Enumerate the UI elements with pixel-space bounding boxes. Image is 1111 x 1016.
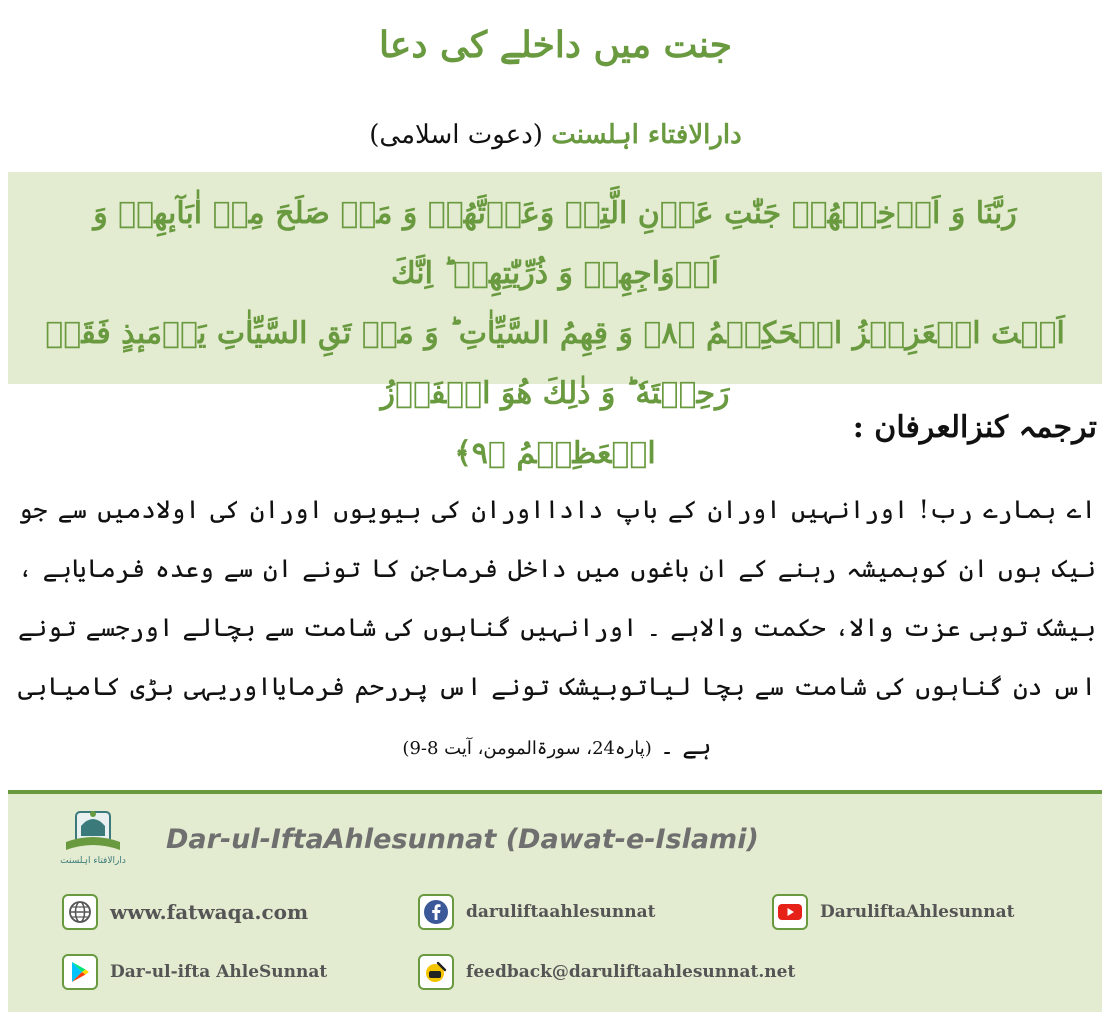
play-store-icon [62,954,98,990]
translation-reference: (پارہ24، سورۃالمومن، آیت 8-9) [402,738,652,759]
organization-name: Dar-ul-IftaAhlesunnat (Dawat-e-Islami) [166,824,759,855]
youtube-link[interactable] [772,894,1015,930]
feedback-text: feedback@daruliftaahlesunnat.net [466,962,796,982]
play-store-text: Dar-ul-ifta AhleSunnat [110,962,328,982]
play-store-link[interactable] [62,954,327,990]
translation-body: اے ہمارے رب! اورانہیں اوران کے باپ دادااوران کی بیویوں اوران کی اولادمیں سے جو نیک ہوں ان کوہمیشہ رہنے کے ان باغوں میں داخل فرماجن کا تونے ان سے وعدہ فرمایاہے ، بیشک توہی عزت والا، حکمت والاہے ۔ اورانہیں گناہوں کی شامت سے بچالے اورجسے تونے اس دن گناہوں کی شامت سے بچا لیاتوبیشک تونے اس پررحم فرمایااوریہی بڑی کامیابی ہے ۔ [18,495,1096,760]
footer-panel [8,790,1102,1012]
page-title: جنت میں داخلے کی دعا [378,24,733,66]
feedback-link[interactable] [418,954,795,990]
website-link[interactable] [62,894,308,930]
verse-line: اَنۡتَ الۡعَزِیۡزُ الۡحَكِیۡمُ ﴿۸﴾ وَ قِهِمُ السَّیِّاٰتِ ؕ وَ مَنۡ تَقِ السَّیِّاٰتِ یَوۡمَىٕذٍ فَقَدۡ رَحِمۡتَهٗ ؕ وَ ذٰلِكَ هُوَ الۡفَوۡزُ [45,316,1065,411]
translation-text [18,480,1096,778]
youtube-icon [772,894,808,930]
verse-line: رَبَّنَا وَ اَدۡخِلۡهُمۡ جَنّٰتِ عَدۡنِ الَّتِیۡ وَعَدۡتَّهُمۡ وَ مَنۡ صَلَحَ مِنۡ اٰبَآىٕهِمۡ وَ اَزۡوَاجِهِمۡ وَ ذُرِّیّٰتِهِمۡ ؕ اِنَّكَ [93,196,1017,291]
subtitle-org-parent: (دعوت اسلامی) [369,120,543,150]
logo-caption: دارالافتاء اہلسنت [60,856,126,866]
youtube-text: DaruliftaAhlesunnat [820,902,1015,922]
page-subtitle [0,120,1111,150]
facebook-text: daruliftaahlesunnat [466,902,656,922]
feedback-icon [418,954,454,990]
translation-heading: ترجمہ کنزالعرفان : [852,410,1097,445]
facebook-link[interactable] [418,894,655,930]
verse-line: الۡعَظِیۡمُ ﴿۹﴾ [454,436,656,471]
globe-icon [62,894,98,930]
facebook-icon [418,894,454,930]
website-text: www.fatwaqa.com [110,900,309,924]
subtitle-org: دارالافتاء اہلسنت [551,120,742,150]
